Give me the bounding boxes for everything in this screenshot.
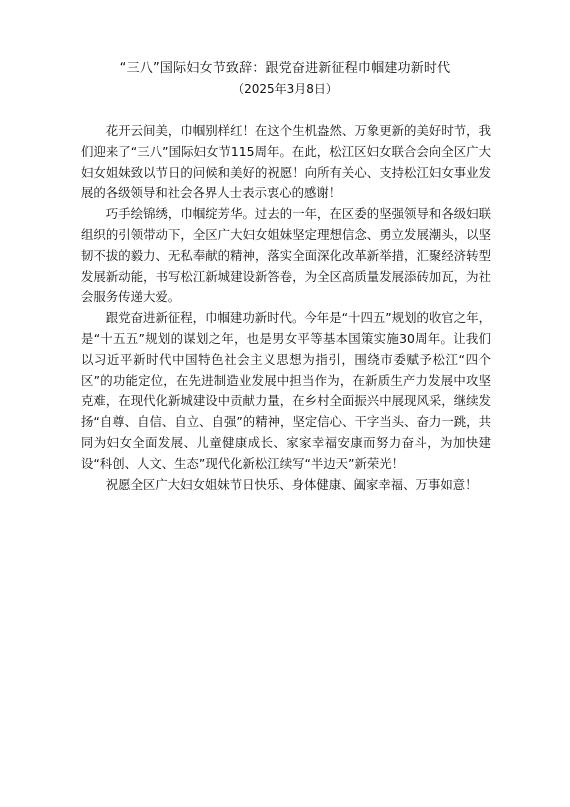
paragraph-1: 花开云间美，巾帼别样红！在这个生机盎然、万象更新的美好时节，我们迎来了“三八”国际妇女节115周年。在此，松江区妇女联合会向全区广大妇女姐妹致以节日的问候和美好的祝愿！向所有关心、支持松江妇女事业发展的各级领导和社会各界人士表示衷心的感谢！ — [81, 123, 491, 201]
paragraph-4: 祝愿全区广大妇女姐妹节日快乐、身体健康、阖家幸福、万事如意！ — [105, 476, 478, 492]
paragraph-2: 巧手绘锦绣，巾帼绽芳华。过去的一年，在区委的坚强领导和各级妇联组织的引领带动下，全区广大妇女姐妹坚定理想信念、勇立发展潮头，以坚韧不拔的毅力、无私奉献的精神，落实全面深化改革新举措，汇聚经济转型发展新动能，书写松江新城建设新答卷，为全区高质量发展添砖加瓦，为社会服务传递大爱。 — [81, 206, 491, 305]
paragraph-3: 跟党奋进新征程，巾帼建功新时代。今年是“十四五”规划的收官之年，是“十五五”规划的谋划之年，也是男女平等基本国策实施30周年。让我们以习近平新时代中国特色社会主义思想为指引，围绕市委赋予松江“四个区”的功能定位，在先进制造业发展中担当作为，在新质生产力发展中攻坚克难，在现代化新城建设中贡献力量，在乡村全面振兴中展现风采，继续发扬“自尊、自信、自立、自强”的精神，坚定信心、干字当头、奋力一跳，共同为妇女全面发展、儿童健康成长、家家幸福安康而努力奋斗，为加快建设“科创、人文、生态”现代化新松江续写“半边天”新荣光！ — [81, 310, 491, 471]
document-body — [81, 121, 491, 495]
document-date: （2025年3月8日） — [232, 82, 338, 96]
document-title: “三八”国际妇女节致辞：跟党奋进新征程巾帼建功新时代 — [119, 61, 451, 76]
